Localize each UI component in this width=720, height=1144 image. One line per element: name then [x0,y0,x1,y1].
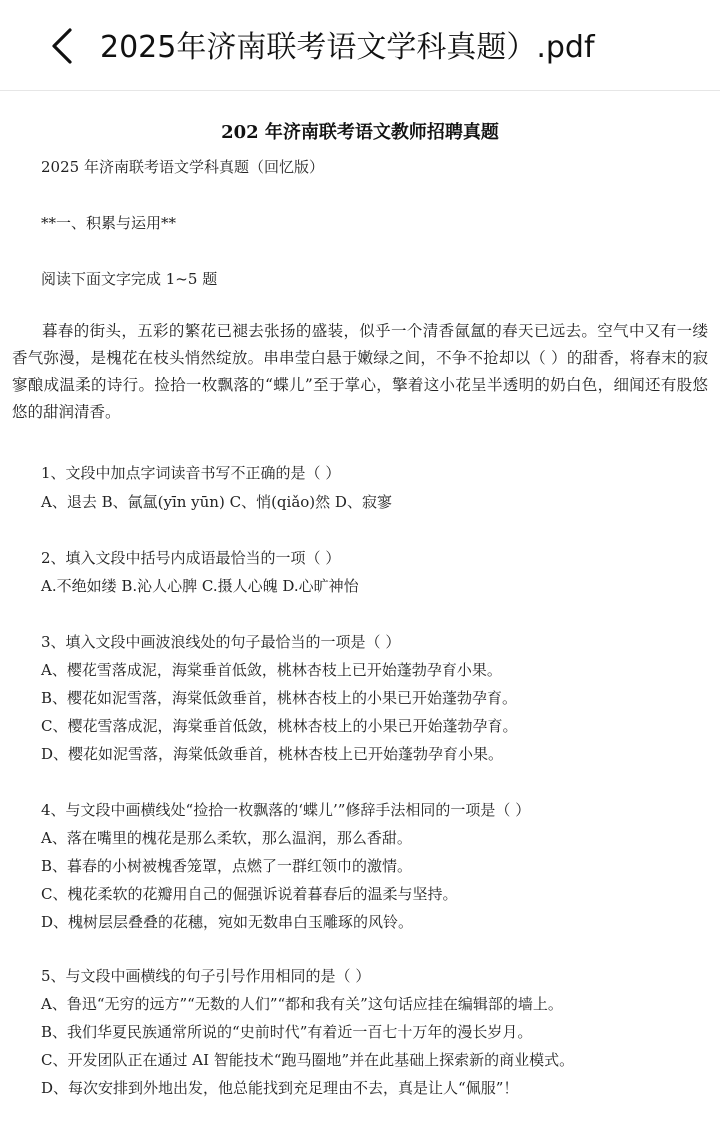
question-3-option-b: B、樱花如泥雪落，海棠低敛垂首，桃林杏枝上的小果已开始蓬勃孕育。 [41,689,518,707]
file-title: 2025年济南联考语文学科真题）.pdf [100,30,595,65]
question-4-option-d: D、槐树层层叠叠的花穗，宛如无数串白玉雕琢的风铃。 [41,913,414,931]
top-bar [0,0,720,91]
question-5-option-b: B、我们华夏民族通常所说的“史前时代”有着近一百七十万年的漫长岁月。 [41,1023,533,1041]
question-3-option-d: D、樱花如泥雪落，海棠低敛垂首，桃林杏枝上已开始蓬勃孕育小果。 [41,745,504,763]
back-button[interactable] [40,24,84,68]
question-4-option-c: C、槐花柔软的花瓣用自己的倔强诉说着暮春后的温柔与坚持。 [41,885,458,903]
question-5-stem: 5、与文段中画横线的句子引号作用相同的是（ ） [41,967,371,985]
question-1-stem: 1、文段中加点字词读音书写不正确的是（ ） [41,464,341,482]
question-4-stem: 4、与文段中画横线处“捡拾一枚飘落的‘蝶儿’”修辞手法相同的一项是（ ） [41,801,531,819]
question-5-option-c: C、开发团队正在通过 AI 智能技术“跑马圈地”并在此基础上探索新的商业模式。 [41,1051,575,1069]
question-3-stem: 3、填入文段中画波浪线处的句子最恰当的一项是（ ） [41,633,401,651]
document-title: 202 年济南联考语文教师招聘真题 [221,122,499,143]
chevron-left-icon [48,26,76,66]
question-2-options: A.不绝如缕 B.沁人心脾 C.摄人心魄 D.心旷神怡 [41,577,359,595]
document-subtitle: 2025 年济南联考语文学科真题（回忆版） [41,158,324,176]
question-5-option-a: A、鲁迅“无穷的远方”“无数的人们”“都和我有关”这句话应挂在编辑部的墙上。 [41,995,563,1013]
question-1-options: A、退去 B、氤氲(yīn yūn) C、悄(qiǎo)然 D、寂寥 [41,493,392,511]
section-heading: **一、积累与运用** [41,214,177,232]
reading-instruction: 阅读下面文字完成 1~5 题 [41,270,218,288]
reading-passage: 暮春的街头，五彩的繁花已褪去张扬的盛装，似乎一个清香氤氲的春天已远去。空气中又有一缕香气弥漫，是槐花在枝头悄然绽放。串串莹白悬于嫩绿之间，不争不抢却以（ ）的甜香，将春末的寂寥酿成温柔的诗行。捡拾一枚飘落的“蝶儿”至于掌心，擎着这小花呈半透明的奶白色，细闻还有股悠悠的甜润清香。 [12,322,708,421]
question-3-option-a: A、樱花雪落成泥，海棠垂首低敛，桃林杏枝上已开始蓬勃孕育小果。 [41,661,502,679]
question-4-option-a: A、落在嘴里的槐花是那么柔软，那么温润，那么香甜。 [41,829,412,847]
question-3-option-c: C、樱花雪落成泥，海棠垂首低敛，桃林杏枝上的小果已开始蓬勃孕育。 [41,717,518,735]
question-2-stem: 2、填入文段中括号内成语最恰当的一项（ ） [41,549,341,567]
question-5-option-d: D、每次安排到外地出发，他总能找到充足理由不去，真是让人“佩服”！ [41,1079,519,1097]
question-4-option-b: B、暮春的小树被槐香笼罩，点燃了一群红领巾的激情。 [41,857,413,875]
pdf-page[interactable] [0,91,720,1144]
